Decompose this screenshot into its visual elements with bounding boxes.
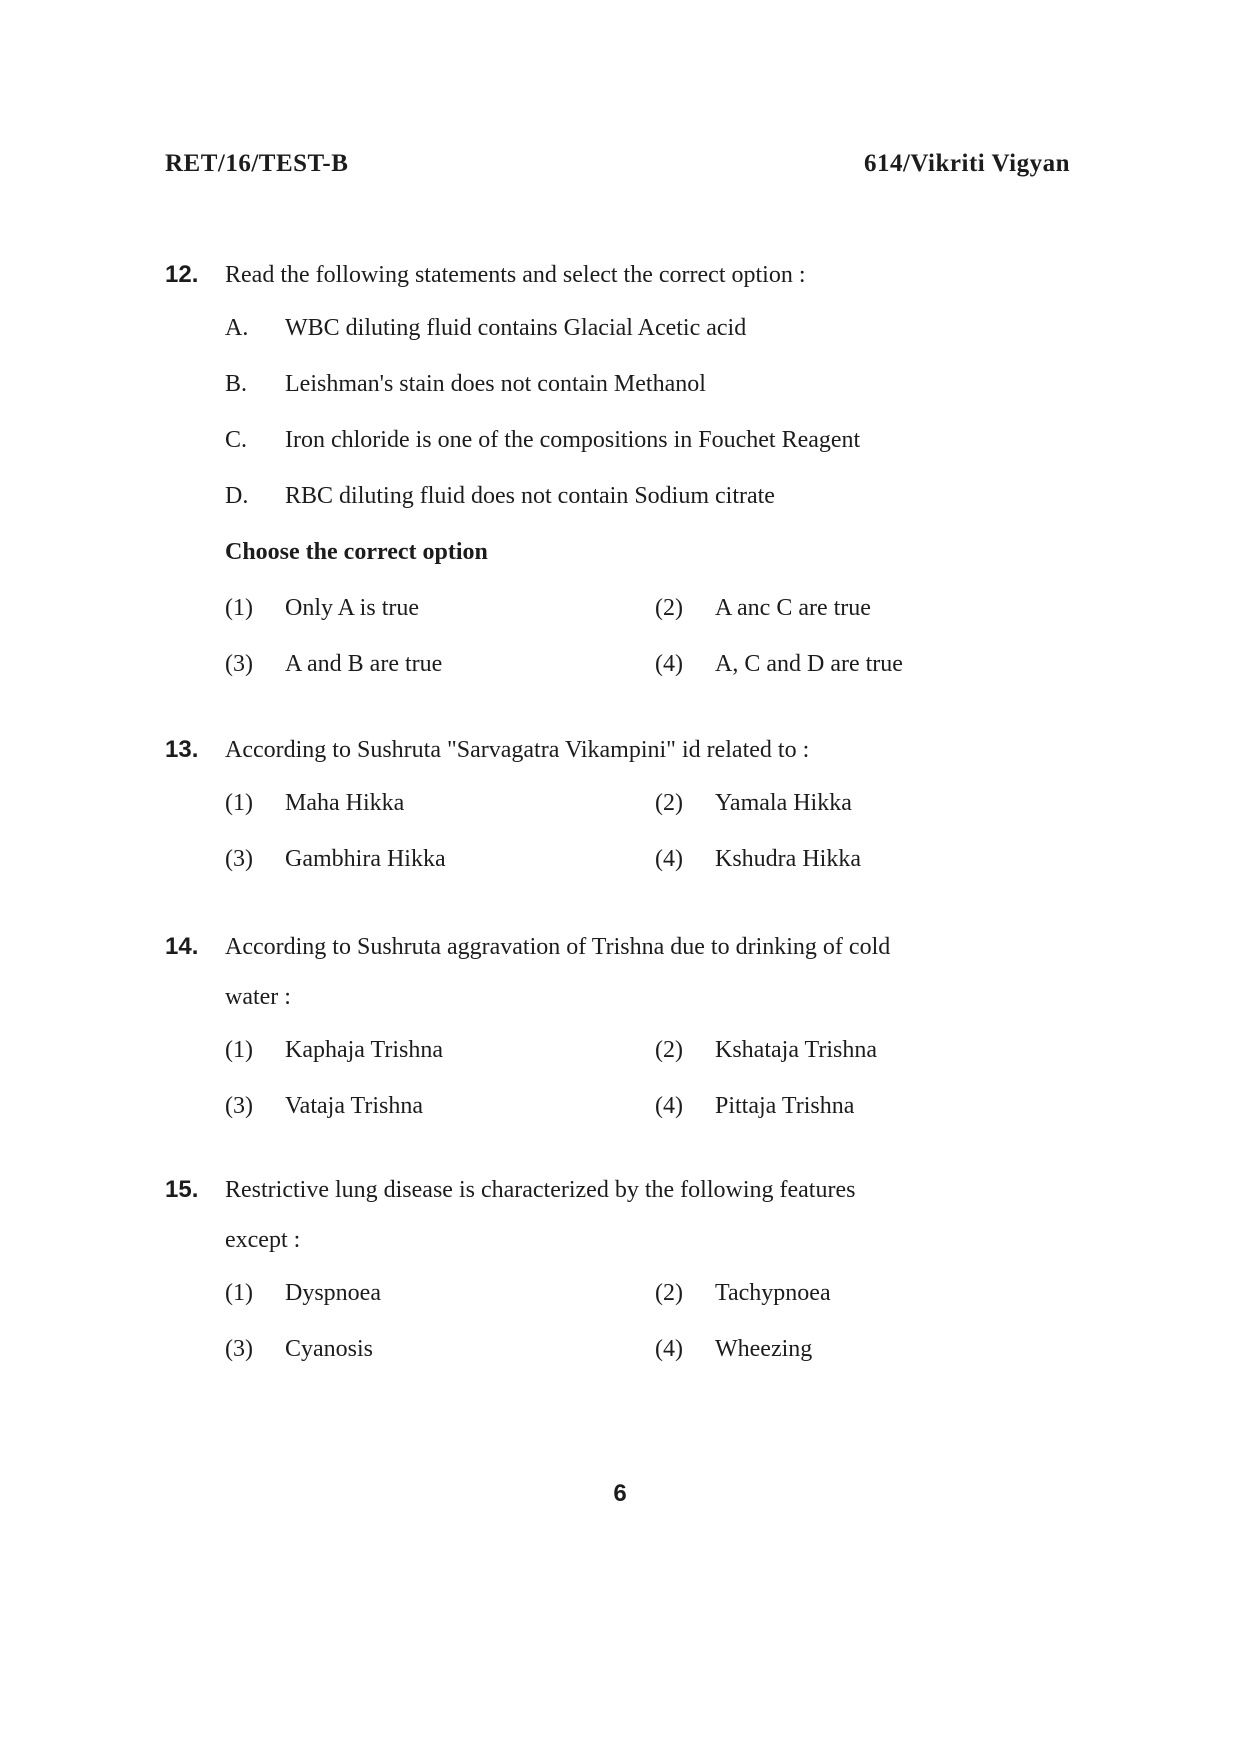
option-text: Cyanosis	[285, 1336, 374, 1362]
option[interactable]	[225, 580, 655, 636]
option-number: (1)	[225, 1037, 253, 1063]
question-number: 14.	[165, 933, 199, 960]
statement-text: Leishman's stain does not contain Methanol	[285, 371, 706, 397]
option[interactable]	[655, 1078, 1085, 1134]
options	[225, 1265, 1085, 1377]
statement-label: B.	[225, 371, 248, 397]
option-number: (2)	[655, 595, 683, 621]
option[interactable]	[225, 831, 655, 887]
statement-label: A.	[225, 315, 249, 341]
option[interactable]	[225, 636, 655, 692]
question-14	[165, 922, 1085, 1134]
option[interactable]	[655, 1265, 1085, 1321]
statement	[225, 412, 1085, 468]
statement-text: WBC diluting fluid contains Glacial Acetic acid	[285, 315, 747, 341]
option[interactable]	[655, 1022, 1085, 1078]
option-text: Vataja Trishna	[285, 1093, 423, 1119]
statement	[225, 468, 1085, 524]
page-number: 6	[613, 1480, 627, 1507]
option-number: (3)	[225, 1093, 253, 1119]
question-number: 15.	[165, 1176, 199, 1203]
option[interactable]	[655, 636, 1085, 692]
question-text: Read the following statements and select the correct option :	[225, 262, 806, 288]
option-number: (2)	[655, 1280, 683, 1306]
option-text: A and B are true	[285, 651, 443, 677]
option-text: Wheezing	[715, 1336, 813, 1362]
question-text: According to Sushruta aggravation of Trishna due to drinking of cold	[225, 934, 891, 960]
option-number: (2)	[655, 790, 683, 816]
option-text: Dyspnoea	[285, 1280, 381, 1306]
statement	[225, 356, 1085, 412]
question-number: 13.	[165, 736, 199, 763]
option[interactable]	[225, 1321, 655, 1377]
option-number: (4)	[655, 651, 683, 677]
statement-label: D.	[225, 483, 249, 509]
option[interactable]	[655, 831, 1085, 887]
choose-instruction: Choose the correct option	[225, 539, 488, 565]
option[interactable]	[655, 580, 1085, 636]
option-number: (4)	[655, 846, 683, 872]
option[interactable]	[655, 1321, 1085, 1377]
option[interactable]	[225, 775, 655, 831]
option-number: (3)	[225, 1336, 253, 1362]
question-number: 12.	[165, 261, 199, 288]
options	[225, 580, 1085, 692]
option-number: (1)	[225, 595, 253, 621]
option-text: Kaphaja Trishna	[285, 1037, 443, 1063]
option[interactable]	[225, 1265, 655, 1321]
question-text: According to Sushruta "Sarvagatra Vikampini" id related to :	[225, 737, 810, 763]
question-15	[165, 1165, 1085, 1377]
option-text: Kshataja Trishna	[715, 1037, 877, 1063]
header-subject: 614/Vikriti Vigyan	[863, 150, 1070, 177]
option-text: Yamala Hikka	[715, 790, 852, 816]
option-number: (4)	[655, 1093, 683, 1119]
option-text: Pittaja Trishna	[715, 1093, 855, 1119]
option-text: Kshudra Hikka	[715, 846, 861, 872]
option-number: (3)	[225, 846, 253, 872]
statement-text: RBC diluting fluid does not contain Sodium citrate	[285, 483, 775, 509]
option-text: Gambhira Hikka	[285, 846, 446, 872]
option-number: (4)	[655, 1336, 683, 1362]
statement-text: Iron chloride is one of the compositions in Fouchet Reagent	[285, 427, 861, 453]
statement-label: C.	[225, 427, 248, 453]
option-text: Tachypnoea	[715, 1280, 831, 1306]
options	[225, 775, 1085, 887]
option[interactable]	[225, 1022, 655, 1078]
option[interactable]	[655, 775, 1085, 831]
question-text-continued: except :	[225, 1227, 301, 1253]
statement	[225, 300, 1085, 356]
option-text: Only A is true	[285, 595, 420, 621]
question-text-continued: water :	[225, 984, 291, 1010]
option-number: (1)	[225, 1280, 253, 1306]
option-number: (1)	[225, 790, 253, 816]
question-13	[165, 725, 1085, 887]
header-code: RET/16/TEST-B	[165, 150, 349, 177]
question-text: Restrictive lung disease is characterized by the following features	[225, 1177, 856, 1203]
option[interactable]	[225, 1078, 655, 1134]
option-text: Maha Hikka	[285, 790, 405, 816]
option-number: (2)	[655, 1037, 683, 1063]
options	[225, 1022, 1085, 1134]
option-text: A, C and D are true	[715, 651, 903, 677]
option-number: (3)	[225, 651, 253, 677]
option-text: A anc C are true	[715, 595, 871, 621]
question-12	[165, 250, 1085, 692]
